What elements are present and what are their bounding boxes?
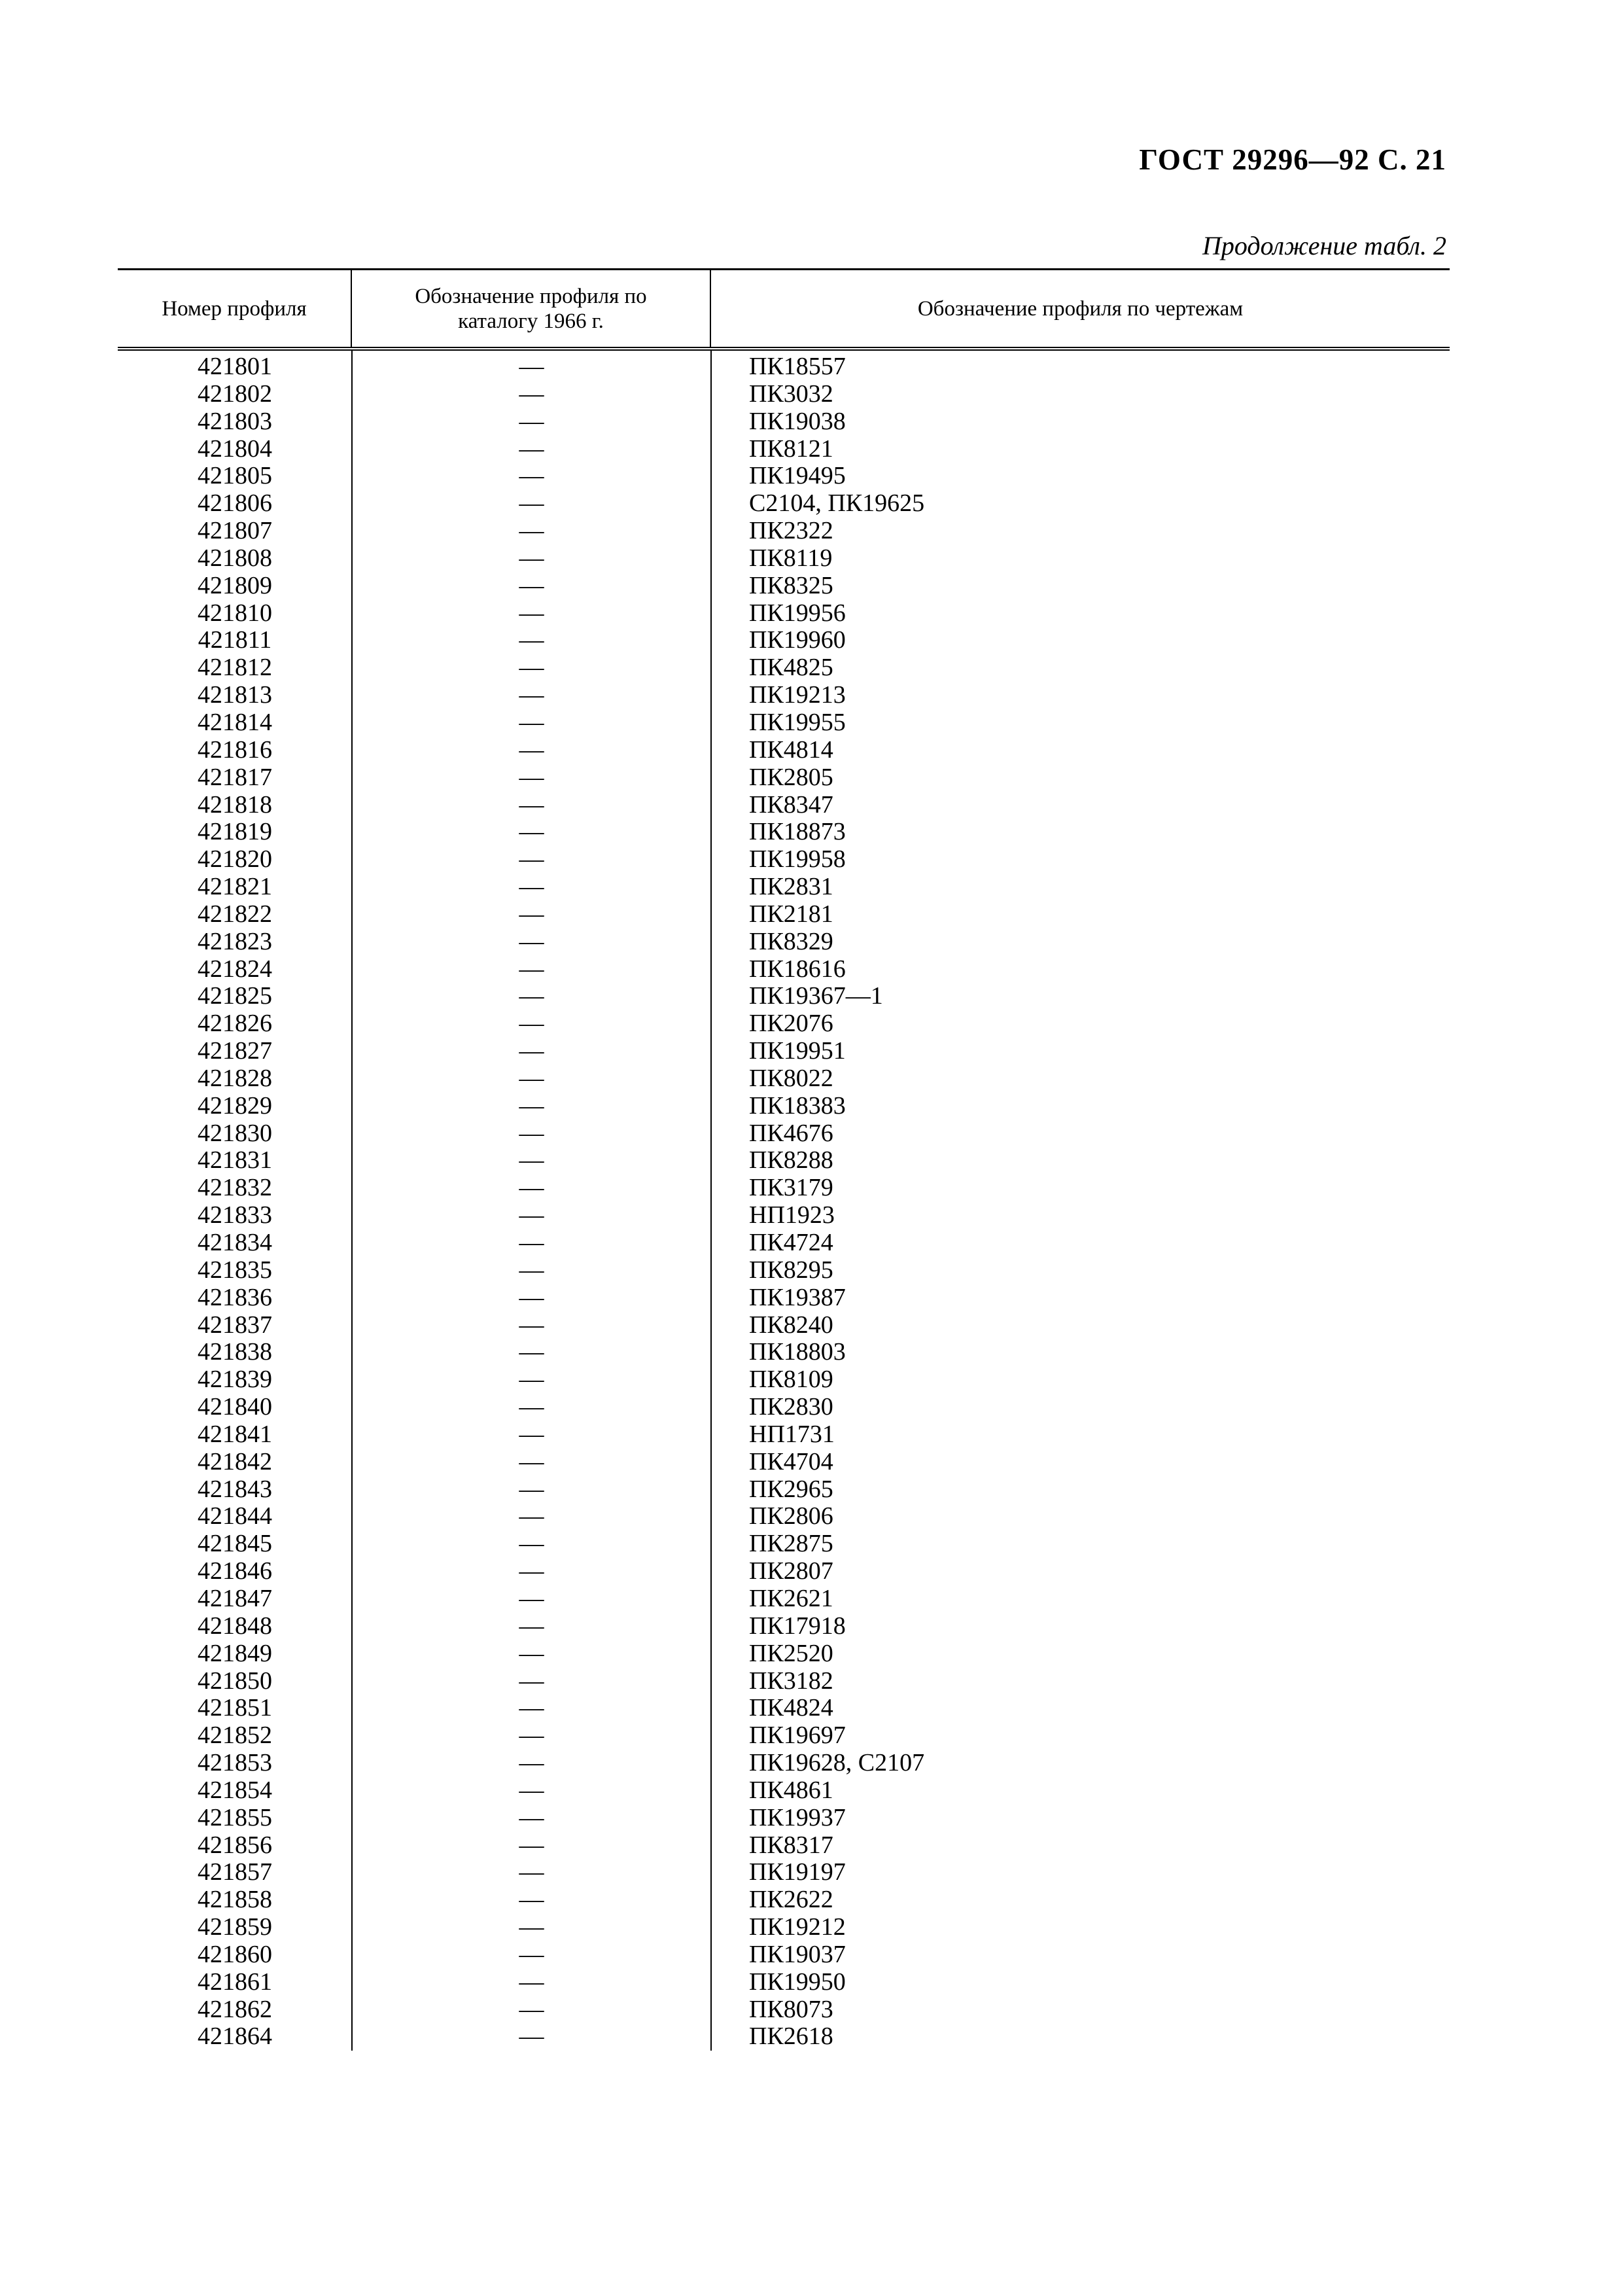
catalog-1966-cell: —: [519, 1201, 544, 1229]
catalog-1966-cell: —: [519, 353, 544, 380]
profile-number-cell: 421845: [198, 1530, 272, 1558]
catalog-1966-cell: —: [519, 2022, 544, 2051]
profile-number-cell: 421822: [198, 900, 272, 928]
table-row: [118, 1229, 1450, 1257]
drawing-designation-cell: НП1731: [749, 1420, 835, 1448]
profile-number-cell: 421806: [198, 489, 272, 518]
drawing-designation-cell: ПК19955: [749, 708, 846, 736]
column-header-drawing-designation: Обозначение профиля по чертежам: [917, 296, 1244, 321]
table-row: [118, 1750, 1450, 1777]
drawing-designation-cell: ПК2076: [749, 1010, 833, 1038]
table-row: [118, 1695, 1450, 1722]
table-row: [118, 1941, 1450, 1969]
profile-number-cell: 421809: [198, 571, 272, 599]
catalog-1966-cell: —: [519, 1913, 544, 1941]
catalog-1966-cell: —: [519, 818, 544, 846]
catalog-1966-cell: —: [519, 1858, 544, 1886]
table-row: [118, 600, 1450, 627]
table-row: [118, 627, 1450, 654]
drawing-designation-cell: ПК2965: [749, 1475, 833, 1503]
drawing-designation-cell: ПК3032: [749, 380, 833, 408]
column-header-catalog-1966: [352, 270, 711, 347]
catalog-1966-cell: —: [519, 544, 544, 572]
drawing-designation-cell: ПК4825: [749, 654, 833, 682]
table-row: [118, 463, 1450, 490]
table-header-row: [118, 268, 1450, 351]
catalog-1966-cell: —: [519, 1831, 544, 1859]
profile-number-cell: 421854: [198, 1776, 272, 1804]
catalog-1966-cell: —: [519, 599, 544, 627]
catalog-1966-cell: —: [519, 845, 544, 874]
profile-number-cell: 421856: [198, 1831, 272, 1859]
profile-number-cell: 421847: [198, 1584, 272, 1612]
profile-number-cell: 421811: [198, 626, 272, 654]
profile-number-cell: 421839: [198, 1366, 272, 1394]
table-row: [118, 1339, 1450, 1366]
profile-number-cell: 421823: [198, 927, 272, 955]
drawing-designation-cell: ПК19197: [749, 1858, 846, 1886]
drawing-designation-cell: ПК19628, С2107: [749, 1749, 925, 1777]
drawing-designation-cell: ПК2621: [749, 1584, 833, 1612]
catalog-1966-cell: —: [519, 1420, 544, 1448]
table-row: [118, 408, 1450, 436]
profile-number-cell: 421850: [198, 1667, 272, 1695]
profile-number-cell: 421846: [198, 1557, 272, 1585]
catalog-1966-cell: —: [519, 1091, 544, 1120]
table-row: [118, 792, 1450, 819]
document-reference: ГОСТ 29296—92 С. 21: [1139, 143, 1446, 176]
drawing-designation-cell: ПК8325: [749, 571, 833, 599]
drawing-designation-cell: ПК2622: [749, 1886, 833, 1914]
table-row: [118, 1640, 1450, 1668]
drawing-designation-cell: ПК2875: [749, 1530, 833, 1558]
table-row: [118, 573, 1450, 600]
profile-number-cell: 421830: [198, 1119, 272, 1147]
table-row: [118, 1613, 1450, 1640]
catalog-1966-cell: —: [519, 1584, 544, 1612]
catalog-1966-cell: —: [519, 1803, 544, 1831]
catalog-1966-cell: —: [519, 681, 544, 709]
drawing-designation-cell: ПК4704: [749, 1447, 833, 1475]
profile-number-cell: 421832: [198, 1174, 272, 1202]
profile-number-cell: 421838: [198, 1338, 272, 1366]
table-row: [118, 1585, 1450, 1613]
drawing-designation-cell: ПК4676: [749, 1119, 833, 1147]
drawing-designation-cell: ПК2618: [749, 2022, 833, 2051]
table-row: [118, 1969, 1450, 1996]
catalog-1966-cell: —: [519, 517, 544, 545]
profile-number-cell: 421834: [198, 1229, 272, 1256]
table-row: [118, 1038, 1450, 1065]
table-row: [118, 901, 1450, 928]
profile-number-cell: 421812: [198, 654, 272, 682]
profile-number-cell: 421820: [198, 845, 272, 874]
table-row: [118, 1174, 1450, 1202]
profile-number-cell: 421816: [198, 735, 272, 764]
table-row: [118, 1312, 1450, 1339]
profile-number-cell: 421826: [198, 1010, 272, 1038]
catalog-1966-cell: —: [519, 654, 544, 682]
table-row: [118, 1257, 1450, 1284]
table-row: [118, 709, 1450, 737]
table-row: [118, 956, 1450, 983]
table-row: [118, 1120, 1450, 1148]
profile-number-cell: 421831: [198, 1146, 272, 1174]
catalog-1966-cell: —: [519, 900, 544, 928]
drawing-designation-cell: ПК8288: [749, 1146, 833, 1174]
drawing-designation-cell: ПК2181: [749, 900, 833, 928]
catalog-1966-cell: —: [519, 1229, 544, 1256]
column-header-profile-number: Номер профиля: [118, 270, 352, 347]
profile-number-cell: 421810: [198, 599, 272, 627]
table-row: [118, 1449, 1450, 1476]
table-row: [118, 1284, 1450, 1312]
table-row: [118, 353, 1450, 381]
table-row: [118, 1722, 1450, 1750]
table-row: [118, 1668, 1450, 1695]
drawing-designation-cell: ПК2807: [749, 1557, 833, 1585]
drawing-designation-cell: ПК2322: [749, 517, 833, 545]
profile-number-cell: 421827: [198, 1037, 272, 1065]
catalog-1966-cell: —: [519, 1557, 544, 1585]
catalog-1966-cell: —: [519, 1447, 544, 1475]
catalog-1966-cell: —: [519, 1749, 544, 1777]
profile-number-cell: 421853: [198, 1749, 272, 1777]
catalog-1966-cell: —: [519, 1311, 544, 1339]
catalog-1966-cell: —: [519, 1968, 544, 1996]
catalog-1966-cell: —: [519, 1366, 544, 1394]
drawing-designation-cell: ПК19212: [749, 1913, 846, 1941]
catalog-1966-cell: —: [519, 1502, 544, 1530]
drawing-designation-cell: ПК8121: [749, 434, 833, 463]
drawing-designation-cell: ПК18803: [749, 1338, 846, 1366]
profile-number-cell: 421844: [198, 1502, 272, 1530]
catalog-1966-cell: —: [519, 434, 544, 463]
drawing-designation-cell: ПК4724: [749, 1229, 833, 1256]
catalog-1966-cell: —: [519, 626, 544, 654]
drawing-designation-cell: ПК19960: [749, 626, 846, 654]
drawing-designation-cell: ПК18383: [749, 1091, 846, 1120]
table-row: [118, 654, 1450, 682]
drawing-designation-cell: ПК8240: [749, 1311, 833, 1339]
profile-number-cell: 421857: [198, 1858, 272, 1886]
drawing-designation-cell: ПК19213: [749, 681, 846, 709]
profile-number-cell: 421861: [198, 1968, 272, 1996]
profile-number-cell: 421808: [198, 544, 272, 572]
table-row: [118, 1147, 1450, 1174]
catalog-1966-cell: —: [519, 873, 544, 901]
drawing-designation-cell: ПК8295: [749, 1256, 833, 1284]
profile-number-cell: 421864: [198, 2022, 272, 2051]
profile-number-cell: 421837: [198, 1311, 272, 1339]
profile-number-cell: 421862: [198, 1995, 272, 2023]
table-row: [118, 874, 1450, 901]
table-row: [118, 1859, 1450, 1886]
profile-number-cell: 421860: [198, 1940, 272, 1968]
profile-number-cell: 421819: [198, 818, 272, 846]
catalog-1966-cell: —: [519, 571, 544, 599]
drawing-designation-cell: ПК18557: [749, 353, 846, 380]
catalog-1966-cell: —: [519, 1940, 544, 1968]
profile-number-cell: 421836: [198, 1283, 272, 1311]
profile-number-cell: 421805: [198, 462, 272, 490]
profile-number-cell: 421828: [198, 1064, 272, 1092]
table-row: [118, 764, 1450, 792]
drawing-designation-cell: ПК17918: [749, 1612, 846, 1640]
table-row: [118, 737, 1450, 764]
drawing-designation-cell: ПК19956: [749, 599, 846, 627]
table-row: [118, 1366, 1450, 1394]
profile-number-cell: 421852: [198, 1722, 272, 1750]
catalog-1966-cell: —: [519, 1174, 544, 1202]
drawing-designation-cell: ПК2805: [749, 763, 833, 791]
profile-number-cell: 421835: [198, 1256, 272, 1284]
profile-number-cell: 421817: [198, 763, 272, 791]
profile-number-cell: 421841: [198, 1420, 272, 1448]
table-row: [118, 1886, 1450, 1914]
drawing-designation-cell: НП1923: [749, 1201, 835, 1229]
catalog-1966-cell: —: [519, 1475, 544, 1503]
table-row: [118, 1476, 1450, 1504]
catalog-1966-cell: —: [519, 1995, 544, 2023]
drawing-designation-cell: ПК2831: [749, 873, 833, 901]
drawing-designation-cell: ПК8329: [749, 927, 833, 955]
table-row: [118, 682, 1450, 709]
drawing-designation-cell: ПК3179: [749, 1174, 833, 1202]
table-row: [118, 1530, 1450, 1558]
table-row: [118, 490, 1450, 518]
catalog-1966-cell: —: [519, 1722, 544, 1750]
catalog-1966-cell: —: [519, 763, 544, 791]
table-row: [118, 436, 1450, 463]
drawing-designation-cell: ПК8109: [749, 1366, 833, 1394]
table-row: [118, 1996, 1450, 2024]
table-body: [118, 351, 1450, 2051]
profiles-table: [118, 268, 1450, 2051]
profile-number-cell: 421814: [198, 708, 272, 736]
catalog-1966-cell: —: [519, 380, 544, 408]
catalog-1966-cell: —: [519, 955, 544, 983]
column-header-catalog-1966-text: Обозначение профиля по каталогу 1966 г.: [415, 284, 647, 333]
drawing-designation-cell: ПК4861: [749, 1776, 833, 1804]
profile-number-cell: 421813: [198, 681, 272, 709]
table-row: [118, 1093, 1450, 1120]
drawing-designation-cell: ПК8022: [749, 1064, 833, 1092]
table-row: [118, 983, 1450, 1010]
table-row: [118, 518, 1450, 545]
catalog-1966-cell: —: [519, 1256, 544, 1284]
table-row: [118, 1394, 1450, 1421]
table-row: [118, 928, 1450, 956]
catalog-1966-cell: —: [519, 708, 544, 736]
profile-number-cell: 421855: [198, 1803, 272, 1831]
catalog-1966-cell: —: [519, 489, 544, 518]
catalog-1966-cell: —: [519, 1037, 544, 1065]
table-row: [118, 1832, 1450, 1860]
drawing-designation-cell: ПК19950: [749, 1968, 846, 1996]
drawing-designation-cell: ПК4824: [749, 1694, 833, 1722]
table-row: [118, 2023, 1450, 2051]
drawing-designation-cell: ПК2830: [749, 1393, 833, 1421]
catalog-1966-cell: —: [519, 1612, 544, 1640]
profile-number-cell: 421818: [198, 790, 272, 819]
table-row: [118, 1010, 1450, 1038]
catalog-1966-cell: —: [519, 1667, 544, 1695]
drawing-designation-cell: ПК19038: [749, 407, 846, 435]
table-row: [118, 545, 1450, 573]
catalog-1966-cell: —: [519, 1064, 544, 1092]
profile-number-cell: 421804: [198, 434, 272, 463]
catalog-1966-cell: —: [519, 1393, 544, 1421]
profile-number-cell: 421848: [198, 1612, 272, 1640]
profile-number-cell: 421840: [198, 1393, 272, 1421]
drawing-designation-cell: ПК2806: [749, 1502, 833, 1530]
catalog-1966-cell: —: [519, 1776, 544, 1804]
catalog-1966-cell: —: [519, 462, 544, 490]
catalog-1966-cell: —: [519, 1010, 544, 1038]
profile-number-cell: 421825: [198, 982, 272, 1010]
drawing-designation-cell: ПК8317: [749, 1831, 833, 1859]
profile-number-cell: 421851: [198, 1694, 272, 1722]
table-row: [118, 1202, 1450, 1229]
table-row: [118, 1805, 1450, 1832]
catalog-1966-cell: —: [519, 790, 544, 819]
catalog-1966-cell: —: [519, 1886, 544, 1914]
profile-number-cell: 421821: [198, 873, 272, 901]
table-row: [118, 1065, 1450, 1093]
drawing-designation-cell: ПК2520: [749, 1639, 833, 1667]
profile-number-cell: 421801: [198, 353, 272, 380]
catalog-1966-cell: —: [519, 407, 544, 435]
profile-number-cell: 421802: [198, 380, 272, 408]
catalog-1966-cell: —: [519, 982, 544, 1010]
drawing-designation-cell: ПК19367—1: [749, 982, 883, 1010]
profile-number-cell: 421807: [198, 517, 272, 545]
table-row: [118, 1777, 1450, 1805]
drawing-designation-cell: ПК19951: [749, 1037, 846, 1065]
profile-number-cell: 421833: [198, 1201, 272, 1229]
drawing-designation-cell: ПК8119: [749, 544, 833, 572]
table-row: [118, 1421, 1450, 1449]
catalog-1966-cell: —: [519, 1639, 544, 1667]
catalog-1966-cell: —: [519, 1338, 544, 1366]
drawing-designation-cell: ПК4814: [749, 735, 833, 764]
table-row: [118, 1503, 1450, 1530]
catalog-1966-cell: —: [519, 735, 544, 764]
profile-number-cell: 421829: [198, 1091, 272, 1120]
drawing-designation-cell: ПК18616: [749, 955, 846, 983]
catalog-1966-cell: —: [519, 1530, 544, 1558]
table-row: [118, 819, 1450, 846]
drawing-designation-cell: ПК19937: [749, 1803, 846, 1831]
profile-number-cell: 421859: [198, 1913, 272, 1941]
catalog-1966-cell: —: [519, 1146, 544, 1174]
drawing-designation-cell: ПК19697: [749, 1722, 846, 1750]
catalog-1966-cell: —: [519, 927, 544, 955]
drawing-designation-cell: ПК8347: [749, 790, 833, 819]
drawing-designation-cell: ПК19958: [749, 845, 846, 874]
profile-number-cell: 421858: [198, 1886, 272, 1914]
drawing-designation-cell: ПК18873: [749, 818, 846, 846]
drawing-designation-cell: ПК19495: [749, 462, 846, 490]
table-continuation-label: Продолжение табл. 2: [1202, 231, 1446, 260]
profile-number-cell: 421843: [198, 1475, 272, 1503]
table-row: [118, 1914, 1450, 1941]
table-row: [118, 1558, 1450, 1585]
drawing-designation-cell: ПК3182: [749, 1667, 833, 1695]
drawing-designation-cell: ПК8073: [749, 1995, 833, 2023]
table-row: [118, 846, 1450, 874]
profile-number-cell: 421849: [198, 1639, 272, 1667]
drawing-designation-cell: ПК19387: [749, 1283, 846, 1311]
profile-number-cell: 421803: [198, 407, 272, 435]
catalog-1966-cell: —: [519, 1283, 544, 1311]
drawing-designation-cell: С2104, ПК19625: [749, 489, 925, 518]
profile-number-cell: 421824: [198, 955, 272, 983]
profile-number-cell: 421842: [198, 1447, 272, 1475]
drawing-designation-cell: ПК19037: [749, 1940, 846, 1968]
catalog-1966-cell: —: [519, 1119, 544, 1147]
table-row: [118, 381, 1450, 408]
catalog-1966-cell: —: [519, 1694, 544, 1722]
